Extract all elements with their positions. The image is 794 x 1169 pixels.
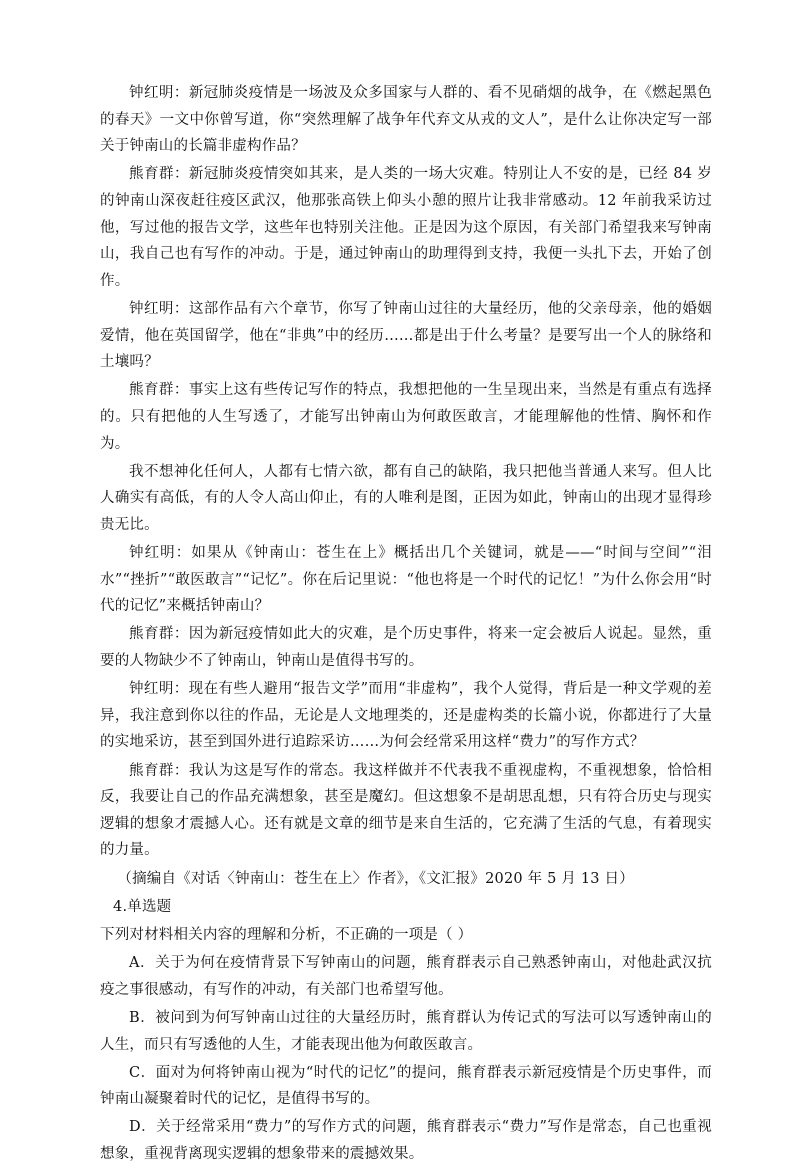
interview-paragraph-4: 熊育群：事实上这有些传记写作的特点，我想把他的一生呈现出来，当然是有重点有选择的。只有把他的人生写透了，才能写出钟南山为何敢医敢言，才能理解他的性情、胸怀和作为。	[100, 382, 712, 452]
question-stem: 下列对材料相关内容的理解和分析，不正确的一项是（ ）	[100, 926, 473, 943]
interview-paragraph-1: 钟红明：新冠肺炎疫情是一场波及众多国家与人群的、看不见硝烟的战争，在《燃起黑色的春天》一文中你曾写道，你“突然理解了战争年代弃文从戎的文人”，是什么让你决定写一部关于钟南山的长篇非虚构作品？	[100, 85, 712, 155]
option-b: B．被问到为何写钟南山过往的大量经历时，熊育群认为传记式的写法可以写透钟南山的人生，而只有写透他的人生，才能表现出他为何敢医敢言。	[100, 1009, 712, 1053]
interview-paragraph-2: 熊育群：新冠肺炎疫情突如其来，是人类的一场大灾难。特别让人不安的是，已经 84 岁的钟南山深夜赶往疫区武汉，他那张高铁上仰头小憩的照片让我非常感动。12 年前我采访过他，写过他的报告文学，这些年也特别关注他。正是因为这个原因，有关部门希望我来写钟南山，我自己也有写作的冲动。于是，通过钟南山的助理得到支持，我便一头扎下去，开始了创作。	[100, 166, 712, 289]
source-citation: （摘编自《对话〈钟南山：苍生在上〉作者》，《文汇报》2020 年 5 月 13 日）	[117, 870, 634, 887]
option-a: A．关于为何在疫情背景下写钟南山的问题，熊育群表示自己熟悉钟南山，对他赴武汉抗疫之事很感动，有写作的冲动，有关部门也希望写他。	[100, 955, 712, 998]
option-d: D．关于经常采用“费力”的写作方式的问题，熊育群表示“费力”写作是常态，自己也重视想象，重视背离现实逻辑的想象带来的震撼效果。	[100, 1119, 712, 1163]
document-page	[100, 80, 712, 1169]
interview-paragraph-6: 钟红明：如果从《钟南山：苍生在上》概括出几个关键词，就是——“时间与空间”“泪水”“挫折”“敢医敢言”“记忆”。你在后记里说：“他也将是一个时代的记忆！”为什么你会用“时代的记忆”来概括钟南山？	[100, 545, 712, 615]
interview-paragraph-8: 钟红明：现在有些人避用“报告文学”而用“非虚构”，我个人觉得，背后是一种文学观的差异，我注意到你以往的作品，无论是人文地理类的，还是虚构类的长篇小说，你都进行了大量的实地采访，甚至到国外进行追踪采访……为何会经常采用这样“费力”的写作方式？	[100, 681, 712, 751]
option-c: C．面对为何将钟南山视为“时代的记忆”的提问，熊育群表示新冠疫情是个历史事件，而钟南山凝聚着时代的记忆，是值得书写的。	[100, 1064, 712, 1108]
question-number: 4.单选题	[113, 898, 172, 915]
interview-paragraph-5: 我不想神化任何人，人都有七情六欲，都有自己的缺陷，我只把他当普通人来写。但人比人确实有高低，有的人令人高山仰止，有的人唯利是图，正因为如此，钟南山的出现才显得珍贵无比。	[100, 463, 712, 533]
interview-paragraph-7: 熊育群：因为新冠疫情如此大的灾难，是个历史事件，将来一定会被后人说起。显然，重要的人物缺少不了钟南山，钟南山是值得书写的。	[100, 626, 712, 670]
interview-paragraph-3: 钟红明：这部作品有六个章节，你写了钟南山过往的大量经历，他的父亲母亲，他的婚姻爱情，他在英国留学，他在“非典”中的经历……都是出于什么考量？是要写出一个人的脉络和土壤吗？	[100, 300, 712, 371]
interview-paragraph-9: 熊育群：我认为这是写作的常态。我这样做并不代表我不重视虚构，不重视想象，恰恰相反，我要让自己的作品充满想象，甚至是魔幻。但这想象不是胡思乱想，只有符合历史与现实逻辑的想象才震撼人心。还有就是文章的细节是来自生活的，它充满了生活的气息，有着现实的力量。	[100, 762, 712, 859]
